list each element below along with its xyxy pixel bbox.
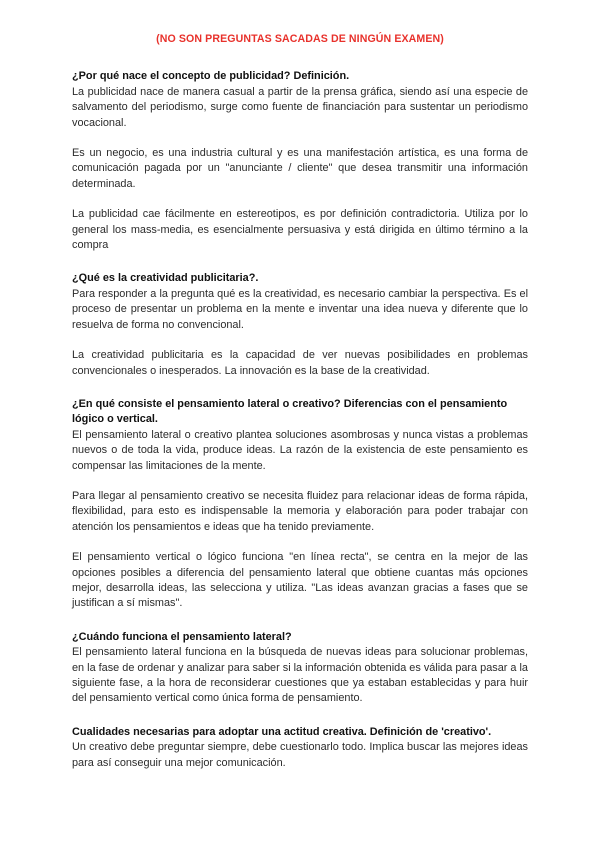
- section-question: ¿Qué es la creatividad publicitaria?.: [72, 272, 259, 285]
- disclaimer-banner: (NO SON PREGUNTAS SACADAS DE NINGÚN EXAMEN): [156, 33, 444, 45]
- paragraph: El pensamiento lateral o creativo plantea soluciones asombrosas y nunca vistas a problemas nuevos o de toda la vida, produce ideas. La razón de la existencia de este pensamiento es compensar las limitaciones de la mente.: [72, 428, 528, 472]
- paragraph: El pensamiento lateral funciona en la búsqueda de nuevas ideas para solucionar problemas, en la fase de ordenar y analizar para saber si la información obtenida es válida para pasar a la siguiente fase, a la hora de reconsiderar cuestiones que ya estaban establecidas y para huir del pensamiento vertical como única forma de pensamiento.: [72, 646, 528, 705]
- section-question: ¿Por qué nace el concepto de publicidad? Definición.: [72, 70, 350, 83]
- section-question: ¿Cuándo funciona el pensamiento lateral?: [72, 630, 292, 643]
- section-cuando-funciona: [72, 630, 528, 707]
- paragraph: La publicidad cae fácilmente en estereotipos, es por definición contradictoria. Utiliza por lo general los mass-media, es esencialmente persuasiva y está dirigida en último término a la compra: [72, 208, 528, 252]
- document-page: [72, 32, 528, 771]
- section-question: Cualidades necesarias para adoptar una actitud creativa. Definición de 'creativo'.: [72, 725, 492, 738]
- section-pensamiento-lateral: [72, 397, 528, 612]
- paragraph: La publicidad nace de manera casual a partir de la prensa gráfica, siendo así una especie de salvamento del periodismo, surge como fuente de financiación para sustentar un periodismo vocacional.: [72, 85, 528, 129]
- paragraph: Para llegar al pensamiento creativo se necesita fluidez para relacionar ideas de forma rápida, flexibilidad, para esto es indispensable la memoria y elaboración para poder trabajar con atención los pensamientos e ideas que ha tenido previamente.: [72, 489, 528, 533]
- paragraph: La creatividad publicitaria es la capacidad de ver nuevas posibilidades en problemas convencionales o inesperados. La innovación es la base de la creatividad.: [72, 349, 528, 377]
- section-publicidad: [72, 69, 528, 253]
- section-cualidades: [72, 725, 528, 771]
- paragraph: Es un negocio, es una industria cultural y es una manifestación artística, es una forma de comunicación pagada por un "anunciante / cliente" que desea transmitir una información determinada.: [72, 147, 528, 190]
- paragraph: Un creativo debe preguntar siempre, debe cuestionarlo todo. Implica buscar las mejores ideas para así conseguir una mejor comunicación.: [72, 741, 528, 769]
- section-question: ¿En qué consiste el pensamiento lateral o creativo? Diferencias con el pensamiento lógico o vertical.: [72, 397, 508, 426]
- section-creatividad: [72, 271, 528, 378]
- paragraph: Para responder a la pregunta qué es la creatividad, es necesario cambiar la perspectiva. Es el proceso de presentar un problema en la mente e inventar una idea nueva y diferente que lo resuelva de forma no convencional.: [72, 287, 528, 331]
- paragraph: El pensamiento vertical o lógico funciona "en línea recta", se centra en la mejor de las opciones posibles a diferencia del pensamiento lateral que obtiene cuantas más opciones mejor, desarrolla ideas, las selecciona y utiliza. "Las ideas avanzan gracias a fases que se justifican a sí mismas".: [72, 551, 528, 610]
